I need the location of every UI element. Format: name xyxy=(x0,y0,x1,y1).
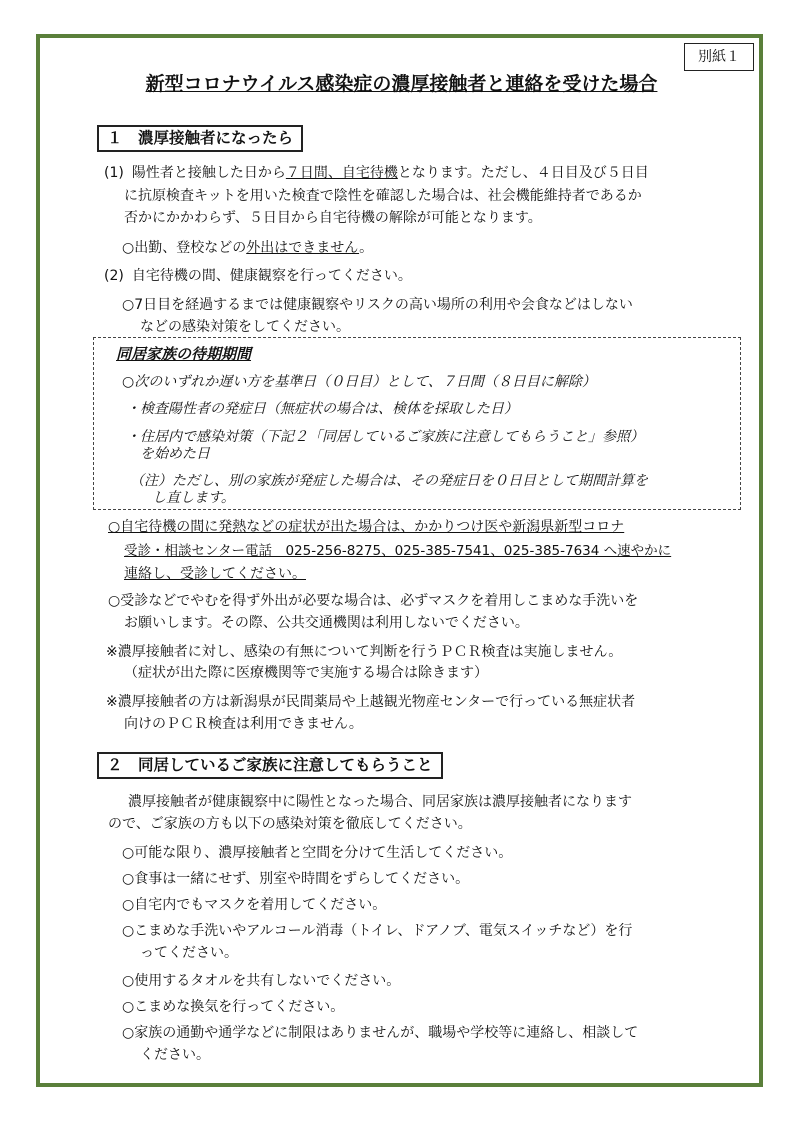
family-measure-6: ○こまめな換気を行ってください。 xyxy=(122,999,345,1015)
bullet1-text-underline: 外出はできません xyxy=(246,240,360,256)
section2-heading: ２ 同居しているご家族に注意してもらうこと xyxy=(97,752,443,779)
family-measure-2: ○食事は一緒にせず、別室や時間をずらしてください。 xyxy=(122,871,470,887)
family-measure-4-line2: ってください。 xyxy=(140,945,238,961)
item1-text-underline: ７日間、自宅待機 xyxy=(285,165,398,181)
family-line6: し直します。 xyxy=(152,490,235,506)
bullet1-text-a: ○出勤、登校などの xyxy=(122,240,247,256)
item1-line1 xyxy=(104,162,649,184)
family-line2: ・検査陽性者の発症日（無症状の場合は、検体を採取した日） xyxy=(126,401,518,417)
item2-number: (2) xyxy=(104,268,124,284)
document-title: 新型コロナウイルス感染症の濃厚接触者と連絡を受けた場合 xyxy=(145,73,658,95)
item1-line2: に抗原検査キットを用いた検査で陰性を確認した場合は、社会機能維持者であるか xyxy=(124,188,642,204)
fever-notice-line1: ○自宅待機の間に発熱などの症状が出た場合は、かかりつけ医や新潟県新型コロナ xyxy=(108,519,625,535)
item1-line3: 否かにかかわらず、５日目から自宅待機の解除が可能となります。 xyxy=(124,210,542,226)
family-measure-4-line1: ○こまめな手洗いやアルコール消毒（トイレ、ドアノブ、電気スイッチなど）を行 xyxy=(122,923,633,939)
pcr-note2-line1: ※濃厚接触者の方は新潟県が民間薬局や上越観光物産センターで行っている無症状者 xyxy=(106,694,636,710)
family-line1: ○次のいずれか遅い方を基準日（０日目）として、７日間（８日目に解除） xyxy=(122,374,596,390)
pcr-note1-line1: ※濃厚接触者に対し、感染の有無について判断を行うＰＣＲ検査は実施しません。 xyxy=(106,644,623,660)
consult-line2: お願いします。その際、公共交通機関は利用しないでください。 xyxy=(124,615,529,631)
family-line4: を始めた日 xyxy=(140,446,210,462)
item1-text-b: となります。ただし、４日目及び５日目 xyxy=(397,165,649,181)
section1-heading: １ 濃厚接触者になったら xyxy=(97,125,303,152)
item2-text: 自宅待機の間、健康観察を行ってください。 xyxy=(131,268,412,284)
family-period-title: 同居家族の待期期間 xyxy=(116,345,252,363)
fever-notice-line2: 受診・相談センター電話 025-256-8275、025-385-7541、025-385-7634 へ速やかに xyxy=(124,543,672,559)
fever-notice-line3: 連絡し、受診してください。 xyxy=(124,566,306,582)
family-measure-5: ○使用するタオルを共有しないでください。 xyxy=(122,973,401,989)
bullet2-line1: ○7日目を経過するまでは健康観察やリスクの高い場所の利用や会食などはしない xyxy=(122,297,633,313)
consult-line1: ○受診などでやむを得ず外出が必要な場合は、必ずマスクを着用しこまめな手洗いを xyxy=(108,593,639,609)
family-measure-7-line1: ○家族の通勤や通学などに制限はありませんが、職場や学校等に連絡し、相談して xyxy=(122,1025,639,1041)
pcr-note1-line2: （症状が出た際に医療機関等で実施する場合は除きます） xyxy=(124,665,488,681)
item1-text-a: 陽性者と接触した日から xyxy=(131,165,286,181)
section2-intro-line1: 濃厚接触者が健康観察中に陽性となった場合、同居家族は濃厚接触者になります xyxy=(128,794,632,810)
item2-line xyxy=(104,265,412,287)
bullet2-line2: などの感染対策をしてください。 xyxy=(140,319,350,335)
bullet1-text-b: 。 xyxy=(359,240,374,256)
no-going-out-bullet xyxy=(122,237,373,259)
family-measure-7-line2: ください。 xyxy=(140,1047,210,1063)
section2-intro-line2: ので、ご家族の方も以下の感染対策を徹底してください。 xyxy=(108,816,472,832)
family-measure-1: ○可能な限り、濃厚接触者と空間を分けて生活してください。 xyxy=(122,845,513,861)
family-line3: ・住居内で感染対策（下記２「同居しているご家族に注意してもらうこと」参照） xyxy=(126,429,644,445)
pcr-note2-line2: 向けのＰＣＲ検査は利用できません。 xyxy=(124,716,363,732)
family-measure-3: ○自宅内でもマスクを着用してください。 xyxy=(122,897,387,913)
attachment-label: 別紙１ xyxy=(684,43,754,71)
family-line5: （注）ただし、別の家族が発症した場合は、その発症日を０日目として期間計算を xyxy=(130,473,648,489)
item1-number: (1) xyxy=(104,165,124,181)
